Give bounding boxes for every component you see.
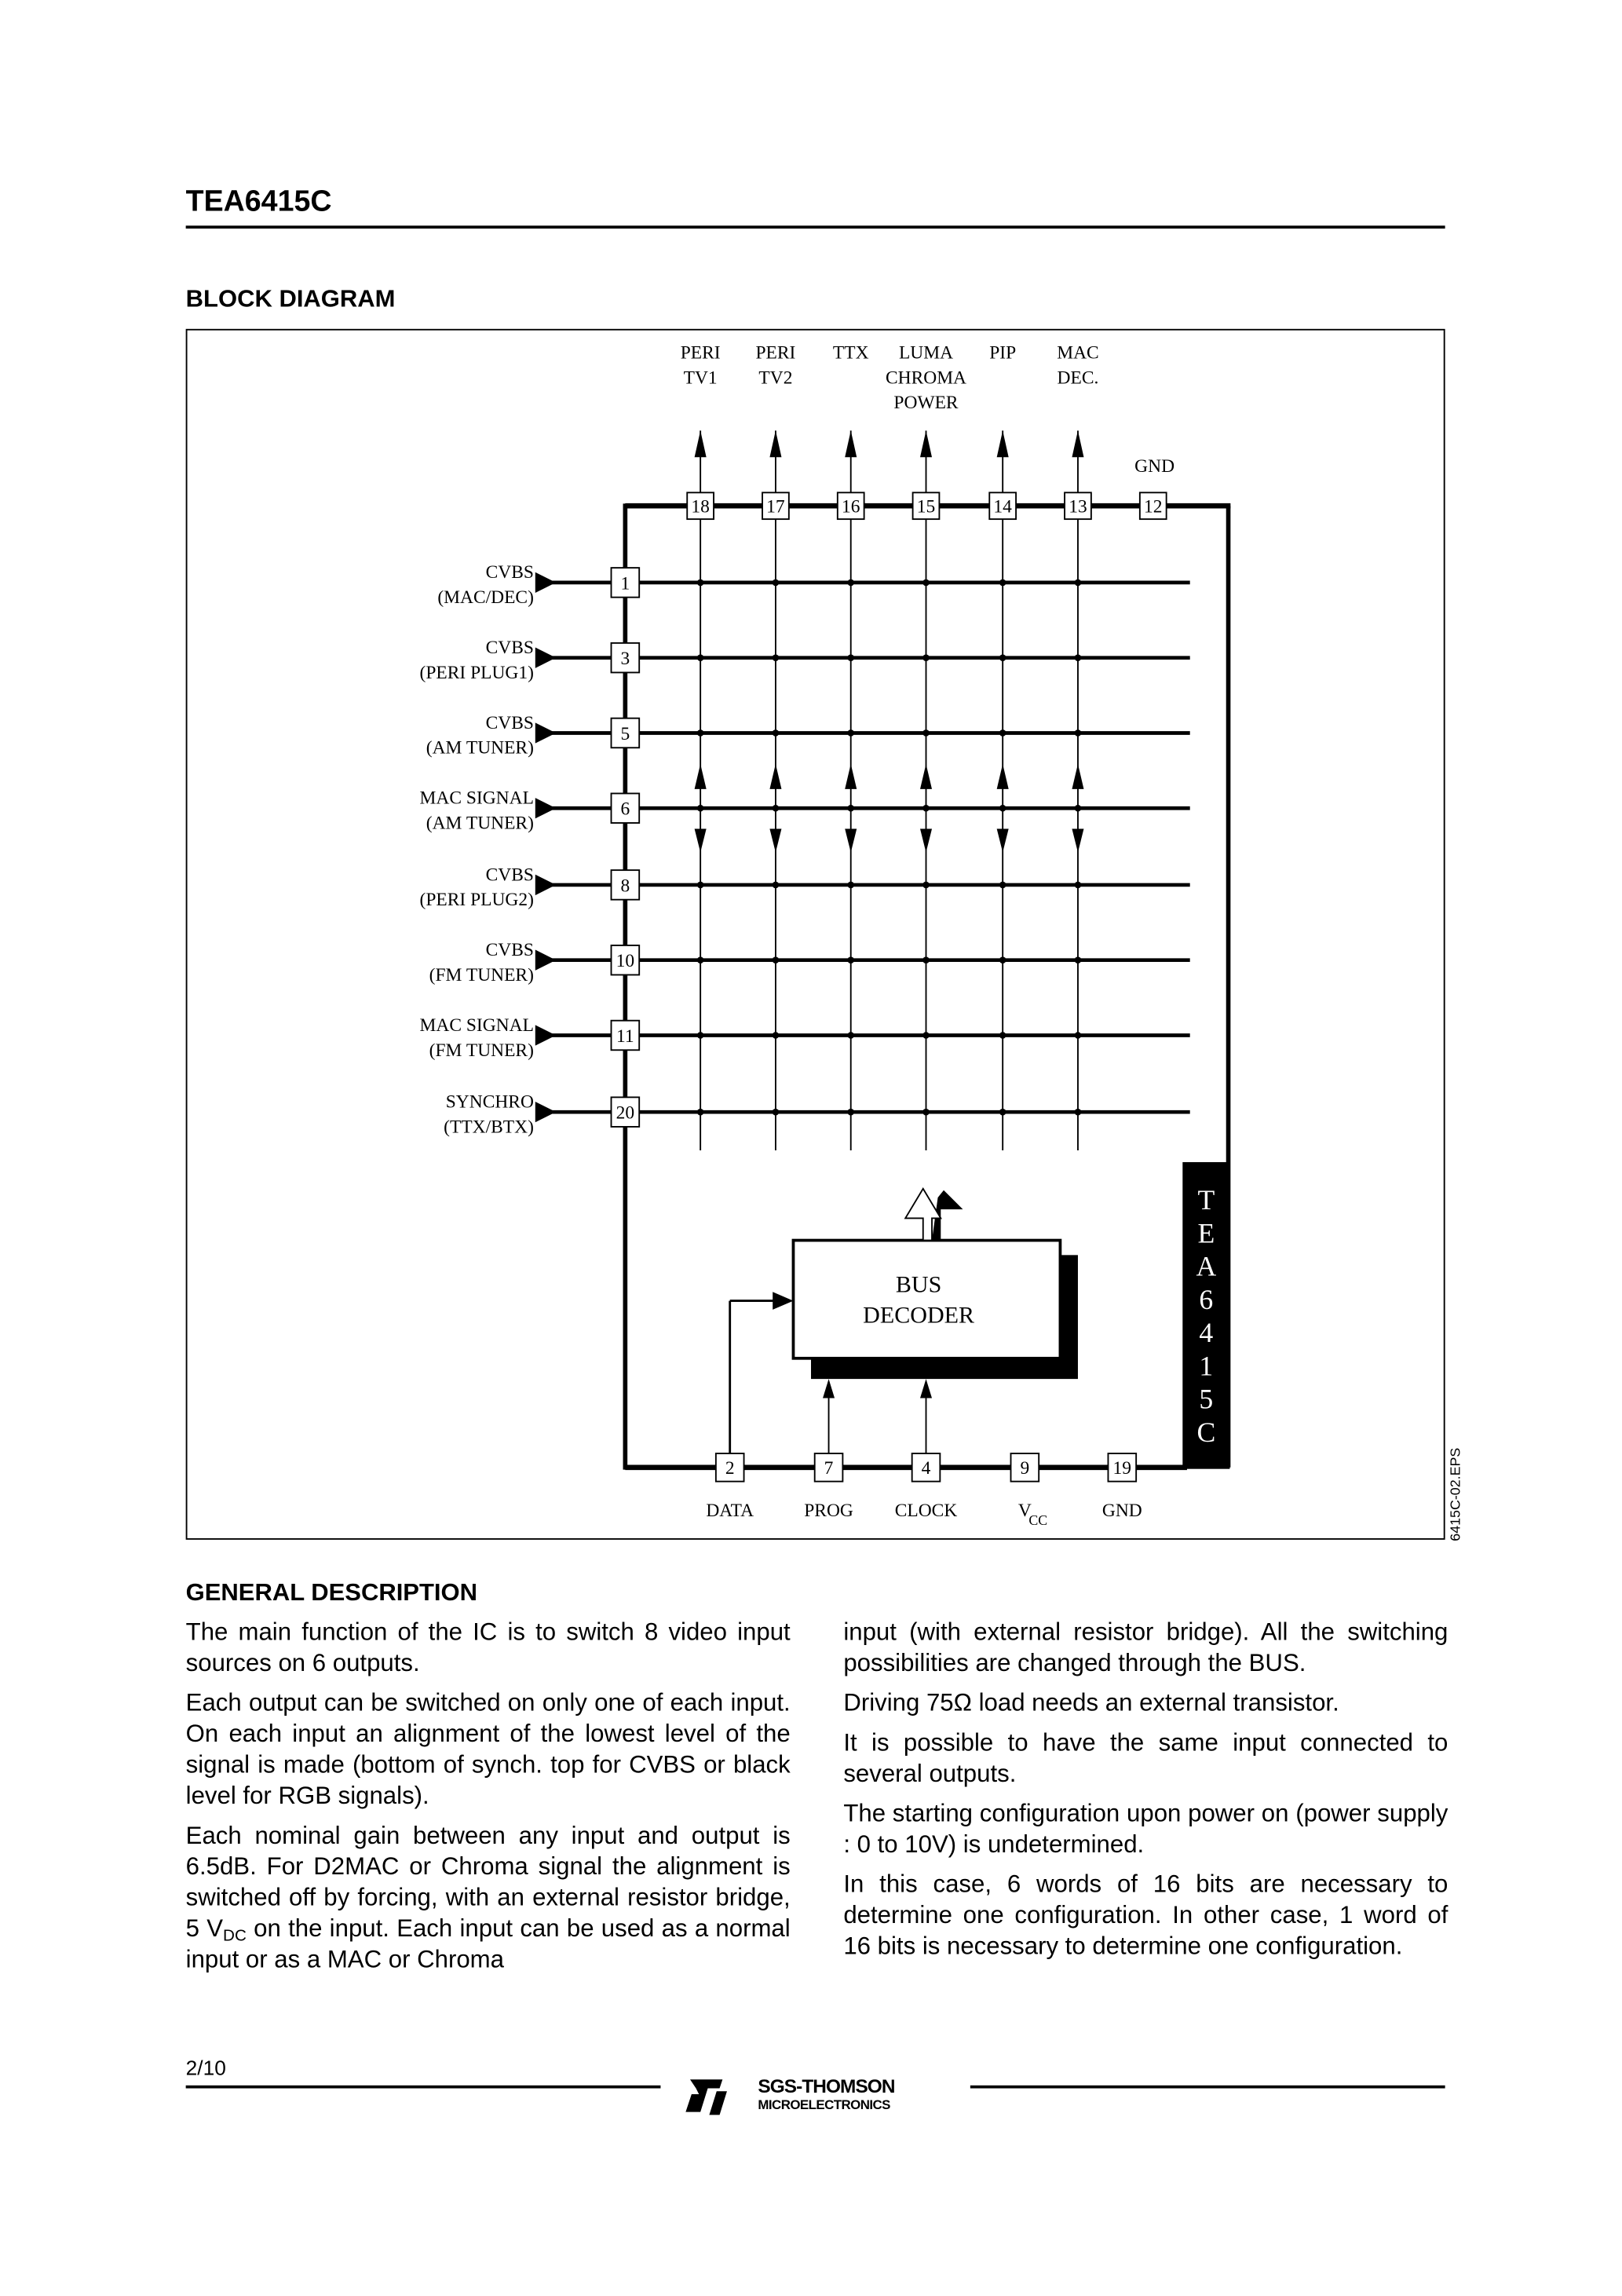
input-label: CVBS xyxy=(485,562,534,583)
junction-dot xyxy=(999,956,1006,963)
paragraph: The main function of the IC is to switch 8 video input sources on 6 outputs. xyxy=(185,1618,791,1677)
input-pin-number: 10 xyxy=(616,951,635,972)
junction-dot xyxy=(922,882,930,889)
output-arrow-icon xyxy=(695,430,707,457)
logo-subtext: MICROELECTRONICS xyxy=(758,2097,890,2112)
clock-arrow-icon xyxy=(920,1379,932,1398)
input-arrow-icon xyxy=(535,1102,556,1122)
input-label: (PERI PLUG2) xyxy=(419,890,534,911)
bottom-pin-number: 7 xyxy=(824,1458,834,1479)
junction-dot xyxy=(697,956,704,963)
junction-dot xyxy=(847,882,854,889)
junction-dot xyxy=(773,1032,780,1039)
junction-dot xyxy=(1075,882,1082,889)
decoder-label: BUS xyxy=(895,1270,942,1298)
junction-dot xyxy=(1075,579,1082,587)
output-label: PERI xyxy=(755,342,796,364)
footer-rule-left xyxy=(186,2086,661,2089)
input-label: MAC SIGNAL xyxy=(419,1015,534,1036)
up-arrow-icon xyxy=(997,764,1009,789)
input-arrow-icon xyxy=(535,798,556,818)
junction-dot xyxy=(847,729,854,737)
input-label: (FM TUNER) xyxy=(429,965,534,986)
bottom-pin-label: DATA xyxy=(706,1500,754,1521)
bottom-pin-number: 9 xyxy=(1020,1458,1030,1479)
chip-name-letter: C xyxy=(1196,1416,1216,1448)
bottom-pin-label: GND xyxy=(1101,1500,1142,1521)
input-arrow-icon xyxy=(535,1025,556,1045)
junction-dot xyxy=(773,1109,780,1116)
output-pin-number: 18 xyxy=(691,496,710,517)
up-arrow-icon xyxy=(1072,764,1083,789)
paragraph: It is possible to have the same input connected to several outputs. xyxy=(843,1728,1448,1788)
input-pin-number: 8 xyxy=(620,876,630,897)
input-pin-number: 20 xyxy=(616,1102,635,1124)
input-label: (PERI PLUG1) xyxy=(419,662,534,683)
input-label: (MAC/DEC) xyxy=(437,587,534,609)
down-arrow-icon xyxy=(1072,829,1083,853)
down-arrow-icon xyxy=(920,829,932,853)
output-arrow-icon xyxy=(769,430,781,457)
input-label: CVBS xyxy=(485,940,534,961)
bottom-pin-number: 19 xyxy=(1112,1458,1132,1479)
junction-dot xyxy=(773,882,780,889)
block-diagram-heading: BLOCK DIAGRAM xyxy=(185,286,396,313)
down-arrow-icon xyxy=(845,829,857,853)
input-arrow-icon xyxy=(535,950,556,971)
input-pin-number: 11 xyxy=(616,1026,634,1047)
output-label: TV1 xyxy=(683,367,718,389)
junction-dot xyxy=(922,654,930,661)
junction-dot xyxy=(999,579,1006,587)
output-arrow-icon xyxy=(845,430,857,457)
input-label: (FM TUNER) xyxy=(429,1040,534,1061)
up-arrow-icon xyxy=(920,764,932,789)
output-pin-number: 14 xyxy=(993,496,1012,517)
output-arrow-icon xyxy=(997,430,1009,457)
decoder-label: DECODER xyxy=(863,1301,975,1329)
output-label: TTX xyxy=(832,342,869,364)
input-pin-number: 3 xyxy=(620,649,630,670)
output-pin-number: 13 xyxy=(1069,496,1087,517)
junction-dot xyxy=(773,579,780,587)
input-label: SYNCHRO xyxy=(445,1091,534,1113)
up-arrow-icon xyxy=(695,764,707,789)
output-arrow-icon xyxy=(920,430,932,457)
junction-dot xyxy=(847,956,854,963)
up-arrow-icon xyxy=(769,764,781,789)
paragraph: Each output can be switched on only one of each input. On each input an alignment of the lowest level of the signal is made (bottom of synch. top for CVBS or black level for RGB signals). xyxy=(185,1688,791,1810)
left-column xyxy=(186,1617,791,1984)
junction-dot xyxy=(847,1109,854,1116)
paragraph: Driving 75Ω load needs an external transistor. xyxy=(843,1688,1339,1717)
paragraph: The starting configuration upon power on (power supply : 0 to 10V) is undetermined. xyxy=(843,1799,1448,1859)
paragraph: input (with external resistor bridge). All the switching possibilities are changed through the BUS. xyxy=(843,1618,1448,1677)
input-pin-number: 6 xyxy=(620,799,630,820)
general-description-heading: GENERAL DESCRIPTION xyxy=(185,1579,478,1607)
data-arrow-icon xyxy=(773,1292,793,1310)
input-label: MAC SIGNAL xyxy=(419,788,534,809)
output-pin-number: 15 xyxy=(916,496,936,517)
bottom-pin-label-sub: CC xyxy=(1028,1512,1048,1529)
bottom-pin-label: V xyxy=(1017,1500,1032,1521)
junction-dot xyxy=(847,654,854,661)
junction-dot xyxy=(773,956,780,963)
output-pin-number: 17 xyxy=(766,496,785,517)
output-label: PIP xyxy=(989,342,1017,364)
text: Each nominal gain between any input and output is 6.5dB. For D2MAC or Chroma signal the alignment is switched off by forcing, with an external resistor bridge, 5 V xyxy=(185,1821,791,1943)
output-arrow-icon xyxy=(1072,430,1083,457)
junction-dot xyxy=(773,729,780,737)
paragraph xyxy=(186,1820,791,1975)
output-label: MAC xyxy=(1057,342,1099,364)
input-arrow-icon xyxy=(535,572,556,593)
page-number: 2/10 xyxy=(185,2056,226,2080)
junction-dot xyxy=(697,805,704,812)
junction-dot xyxy=(1075,1032,1082,1039)
prog-arrow-icon xyxy=(823,1379,835,1398)
paragraph: In this case, 6 words of 16 bits are necessary to determine one configuration. In other case, 1 word of 16 bits is necessary to determine one configuration. xyxy=(843,1870,1448,1961)
chip-name-letter: 4 xyxy=(1199,1317,1214,1349)
junction-dot xyxy=(847,1032,854,1039)
chip-name-letter: 1 xyxy=(1199,1350,1214,1382)
input-label: (AM TUNER) xyxy=(426,813,534,834)
junction-dot xyxy=(1075,654,1082,661)
sgs-thomson-logo xyxy=(681,2074,962,2118)
input-label: CVBS xyxy=(485,865,534,886)
chip-name-letter: 6 xyxy=(1199,1283,1214,1315)
bottom-pin-label: CLOCK xyxy=(894,1500,958,1521)
junction-dot xyxy=(922,729,930,737)
junction-dot xyxy=(697,579,704,587)
junction-dot xyxy=(922,579,930,587)
junction-dot xyxy=(773,654,780,661)
down-arrow-icon xyxy=(997,829,1009,853)
logo-text: SGS-THOMSON xyxy=(758,2075,895,2097)
input-arrow-icon xyxy=(535,722,556,743)
junction-dot xyxy=(922,1109,930,1116)
input-label: CVBS xyxy=(485,712,534,733)
output-label: CHROMA xyxy=(885,367,967,389)
input-label: (AM TUNER) xyxy=(426,737,534,759)
document-title: TEA6415C xyxy=(185,185,332,218)
junction-dot xyxy=(922,805,930,812)
st-logo-icon xyxy=(681,2074,740,2118)
junction-dot xyxy=(773,805,780,812)
bottom-pin-number: 4 xyxy=(921,1458,931,1479)
output-label: DEC. xyxy=(1057,367,1099,389)
junction-dot xyxy=(847,805,854,812)
input-pin-number: 5 xyxy=(620,723,630,744)
chip-name-letter: A xyxy=(1196,1250,1217,1282)
junction-dot xyxy=(999,654,1006,661)
junction-dot xyxy=(999,729,1006,737)
down-arrow-icon xyxy=(769,829,781,853)
subscript: DC xyxy=(223,1927,247,1946)
junction-dot xyxy=(697,882,704,889)
input-arrow-icon xyxy=(535,648,556,668)
junction-dot xyxy=(697,729,704,737)
output-label: LUMA xyxy=(898,342,954,364)
junction-dot xyxy=(1075,1109,1082,1116)
bottom-pin-number: 2 xyxy=(725,1458,735,1479)
bus-decoder-box xyxy=(793,1241,1060,1358)
chip-name-letter: T xyxy=(1197,1184,1215,1216)
chip-name-letter: E xyxy=(1197,1217,1215,1249)
junction-dot xyxy=(1075,729,1082,737)
junction-dot xyxy=(847,579,854,587)
junction-dot xyxy=(697,1032,704,1039)
up-arrow-icon xyxy=(845,764,857,789)
chip-name-letter: 5 xyxy=(1199,1383,1214,1415)
junction-dot xyxy=(999,805,1006,812)
gnd-pin-number: 12 xyxy=(1144,496,1163,517)
footer-rule-right xyxy=(970,2086,1445,2089)
junction-dot xyxy=(999,882,1006,889)
output-label: POWER xyxy=(893,393,959,414)
junction-dot xyxy=(922,1032,930,1039)
input-arrow-icon xyxy=(535,875,556,895)
junction-dot xyxy=(922,956,930,963)
input-label: (TTX/BTX) xyxy=(444,1117,534,1138)
down-arrow-icon xyxy=(695,829,707,853)
junction-dot xyxy=(999,1109,1006,1116)
text: on the input. Each input can be used as a normal input or as a MAC or Chroma xyxy=(185,1914,791,1974)
output-pin-number: 16 xyxy=(841,496,860,517)
figure-id: 6415C-02.EPS xyxy=(1448,1447,1465,1541)
input-label: CVBS xyxy=(485,638,534,659)
junction-dot xyxy=(697,1109,704,1116)
junction-dot xyxy=(1075,956,1082,963)
gnd-label: GND xyxy=(1134,456,1175,477)
bottom-pin-label: PROG xyxy=(804,1500,853,1521)
output-label: TV2 xyxy=(758,367,793,389)
right-column xyxy=(843,1617,1448,1971)
junction-dot xyxy=(1075,805,1082,812)
junction-dot xyxy=(999,1032,1006,1039)
junction-dot xyxy=(697,654,704,661)
input-pin-number: 1 xyxy=(620,573,630,594)
output-label: PERI xyxy=(680,342,721,364)
